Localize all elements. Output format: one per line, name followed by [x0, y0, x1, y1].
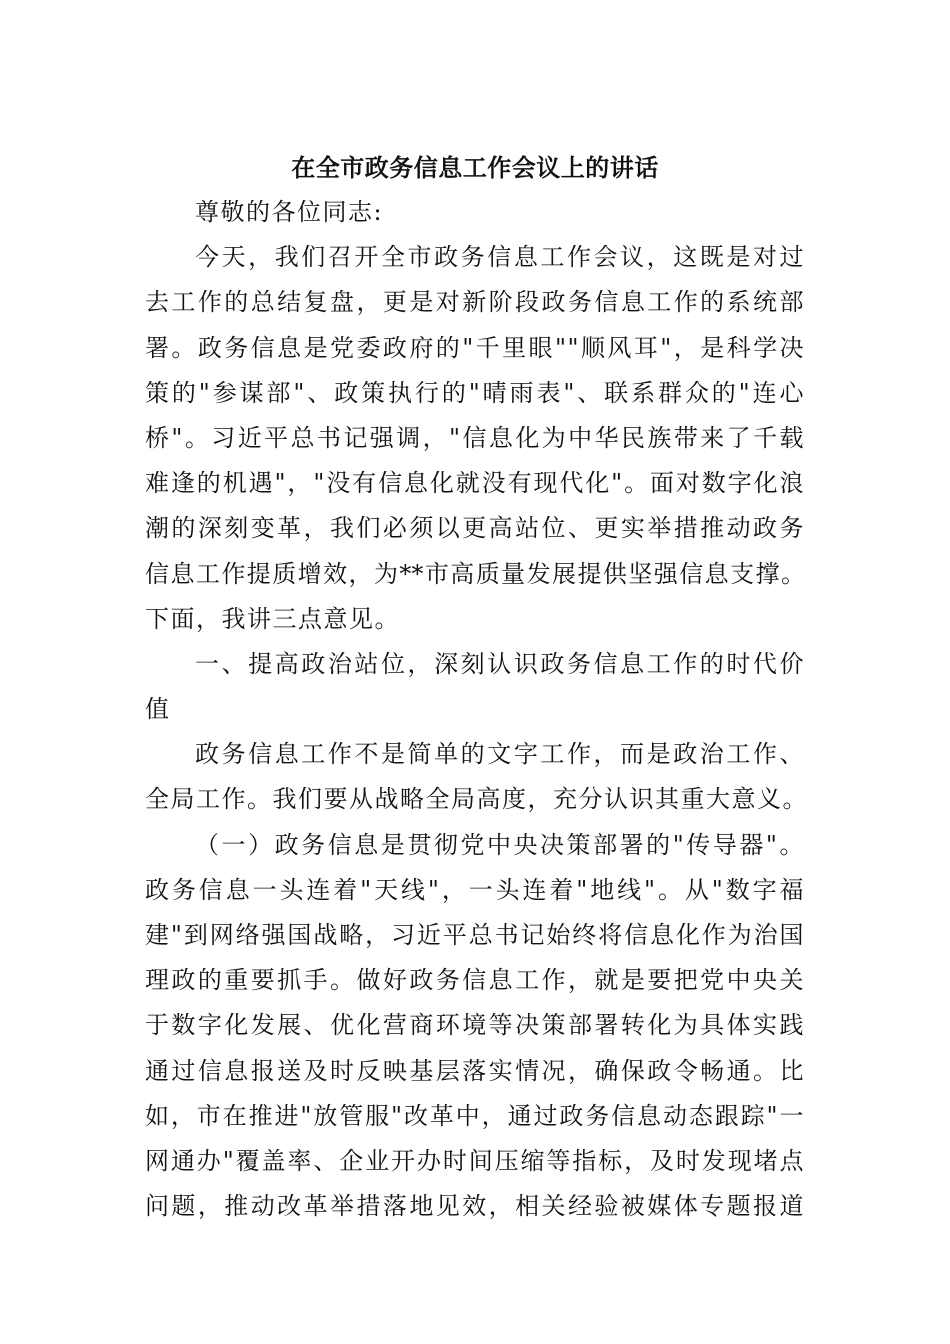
paragraph-line: 政务信息工作不是简单的文字工作，而是政治工作、	[195, 740, 805, 769]
paragraph-line: 今天，我们召开全市政务信息工作会议，这既是对过	[195, 243, 805, 272]
paragraph-line: 潮的深刻变革，我们必须以更高站位、更实举措推动政务	[145, 514, 805, 543]
paragraph-line: 于数字化发展、优化营商环境等决策部署转化为具体实践	[145, 1011, 805, 1040]
paragraph-line: 通过信息报送及时反映基层落实情况，确保政令畅通。比	[145, 1056, 805, 1085]
paragraph-line: 理政的重要抓手。做好政务信息工作，就是要把党中央关	[145, 966, 805, 995]
paragraph-line: 桥"。习近平总书记强调，"信息化为中华民族带来了千载	[145, 423, 805, 452]
paragraph-line: 信息工作提质增效，为**市高质量发展提供坚强信息支撑。	[145, 559, 805, 588]
paragraph-line: 策的"参谋部"、政策执行的"晴雨表"、联系群众的"连心	[145, 378, 805, 407]
paragraph-line: 署。政务信息是党委政府的"千里眼""顺风耳"，是科学决	[145, 333, 805, 362]
document-title: 在全市政务信息工作会议上的讲话	[291, 154, 659, 182]
paragraph-line: 网通办"覆盖率、企业开办时间压缩等指标，及时发现堵点	[145, 1146, 805, 1175]
paragraph-line: 建"到网络强国战略，习近平总书记始终将信息化作为治国	[145, 921, 805, 949]
paragraph-line: 下面，我讲三点意见。	[145, 604, 400, 633]
document-body	[145, 190, 808, 1229]
section-heading-line: 值	[145, 695, 171, 724]
paragraph-line: 去工作的总结复盘，更是对新阶段政务信息工作的系统部	[145, 288, 805, 317]
paragraph-line: 全局工作。我们要从战略全局高度，充分认识其重大意义。	[145, 785, 808, 814]
salutation-line: 尊敬的各位同志:	[195, 198, 384, 226]
paragraph-line: 问题，推动改革举措落地见效，相关经验被媒体专题报道	[145, 1192, 805, 1221]
paragraph-line: 如，市在推进"放管服"改革中，通过政务信息动态跟踪"一	[145, 1101, 805, 1130]
subsection-heading-line: （一）政务信息是贯彻党中央决策部署的"传导器"。	[195, 830, 805, 859]
paragraph-line: 难逢的机遇"，"没有信息化就没有现代化"。面对数字化浪	[145, 469, 805, 498]
paragraph-line: 政务信息一头连着"天线"，一头连着"地线"。从"数字福	[145, 875, 805, 904]
section-heading-line: 一、提高政治站位，深刻认识政务信息工作的时代价	[195, 649, 805, 678]
